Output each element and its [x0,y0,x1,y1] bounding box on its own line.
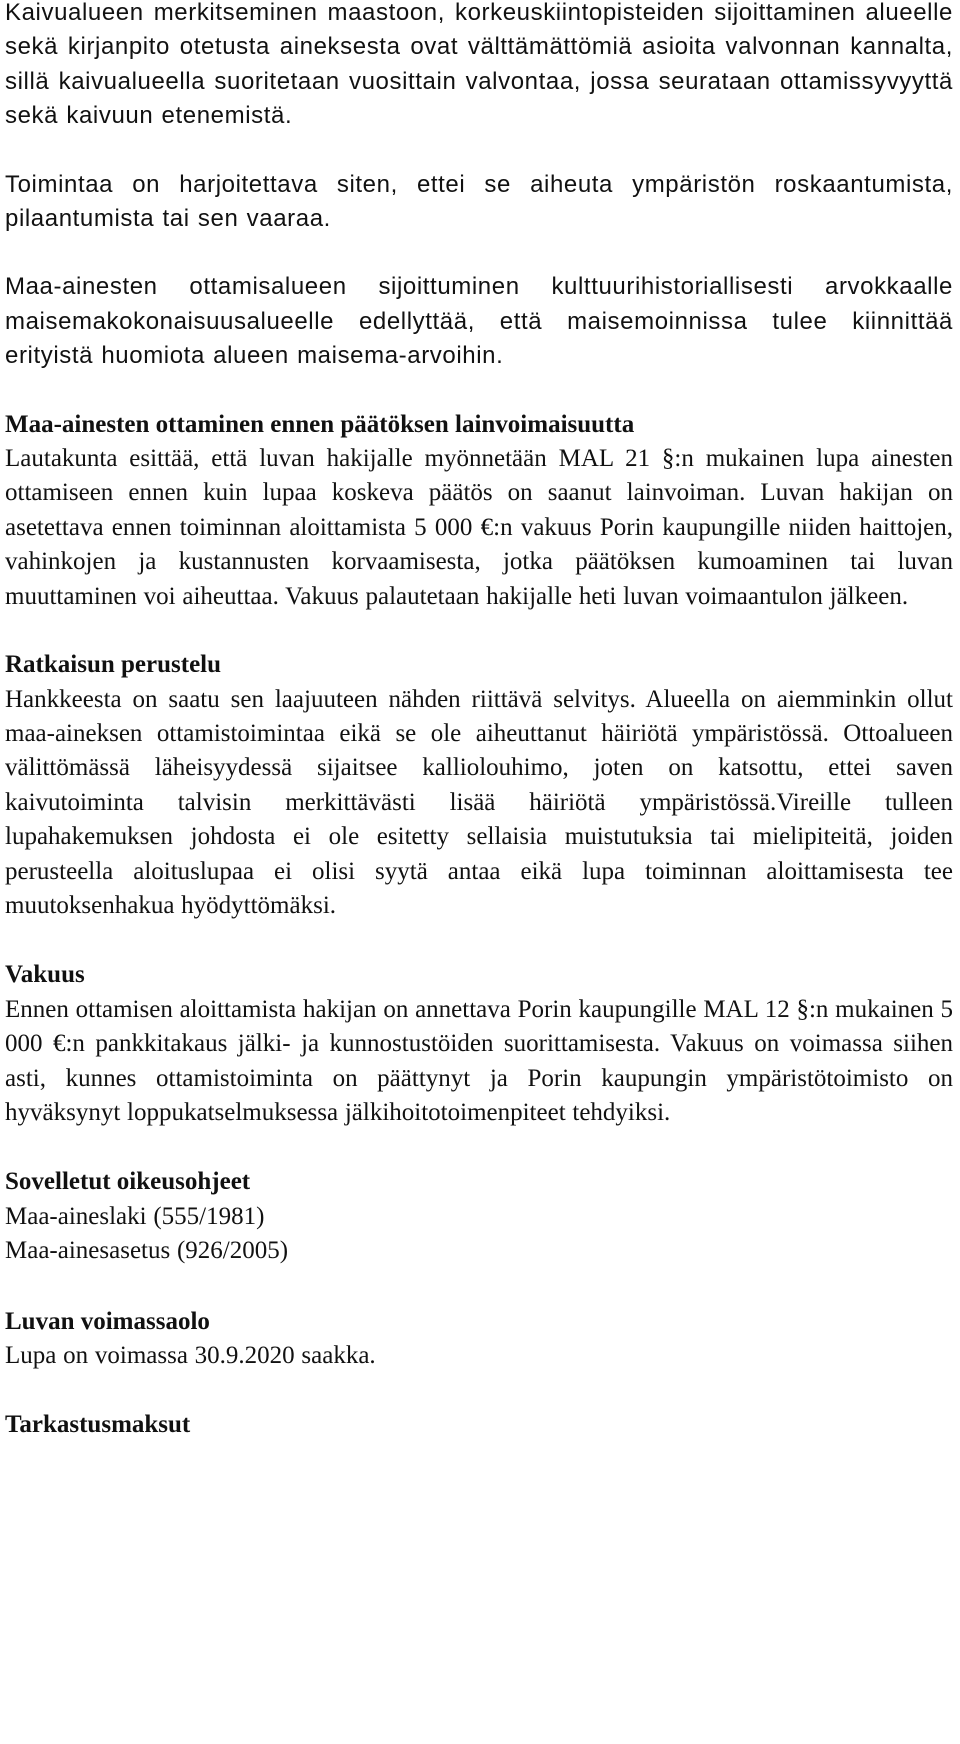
section-heading: Maa-ainesten ottaminen ennen päätöksen lainvoimaisuutta [5,410,635,438]
paragraph-toiminta: Toimintaa on harjoitettava siten, ettei se aiheuta ympäristön roskaantumista, pilaantumista tai sen vaaraa. [5,170,953,233]
law-reference: Maa-ainesasetus (926/2005) [5,1237,289,1265]
law-reference: Maa-aineslaki (555/1981) [5,1202,265,1230]
section-heading: Sovelletut oikeusohjeet [5,1168,251,1196]
section-heading: Luvan voimassaolo [5,1307,210,1335]
paragraph-maisema: Maa-ainesten ottamisalueen sijoittuminen kulttuurihistoriallisesti arvokkaalle maisemakokonaisuusalueelle edellyttää, että maisemoinnissa tulee kiinnittää erityistä huomiota alueen maisema-arvoihin. [5,273,953,370]
section-tarkastusmaksut [5,1408,953,1442]
section-text: Lupa on voimassa 30.9.2020 saakka. [5,1342,376,1369]
section-text: Ennen ottamisen aloittamista hakijan on annettava Porin kaupungille MAL 12 §:n mukainen 5 000 €:n pankkitakaus jälki- ja kunnostustöiden suorittamisesta. Vakuus on voimassa siihen asti, kunnes ottamistoiminta on päättynyt ja Porin kaupungin ympäristötoimisto on hyväksynyt loppukatselmuksessa jälkihoitotoimenpiteet tehdyiksi. [5,995,953,1126]
section-voimassaolo [5,1305,953,1374]
section-oikeusohjeet [5,1165,953,1268]
section-text: Lautakunta esittää, että luvan hakijalle myönnetään MAL 21 §:n mukainen lupa ainesten ottamiseen ennen kuin lupaa koskeva päätös on saanut lainvoiman. Luvan hakijan on asetettava ennen toiminnan aloittamista 5 000 €:n vakuus Porin kaupungille niiden haittojen, vahinkojen ja kustannusten korvaamisesta, jotka päätöksen kumoaminen tai luvan muuttaminen voi aiheuttaa. Vakuus palautetaan hakijalle heti luvan voimaantulon jälkeen. [5,445,953,610]
section-perustelu [5,648,953,923]
section-heading: Ratkaisun perustelu [5,651,222,679]
section-heading: Tarkastusmaksut [5,1411,191,1439]
document-page [5,0,953,1443]
section-ennen-lainvoimaa [5,408,953,614]
section-vakuus [5,958,953,1130]
paragraph-kaivualue: Kaivualueen merkitseminen maastoon, korkeuskiintopisteiden sijoittaminen alueelle sekä kirjanpito otetusta aineksesta ovat välttämättömiä asioita valvonnan kannalta, sillä kaivualueella suoritetaan vuosittain valvontaa, jossa seurataan ottamissyvyyttä sekä kaivuun etenemistä. [5,0,953,130]
section-heading: Vakuus [5,961,85,989]
section-text: Hankkeesta on saatu sen laajuuteen nähden riittävä selvitys. Alueella on aiemminkin ollut maa-aineksen ottamistoimintaa eikä se ole aiheuttanut häiriötä ympäristössä. Ottoalueen välittömässä läheisyydessä sijaitsee kalliolouhimo, joten on katsottu, ettei saven kaivutoiminta talvisin merkittävästi lisää häiriötä ympäristössä.Vireille tulleen lupahakemuksen johdosta ei ole esitetty sellaisia muistutuksia tai mielipiteitä, joiden perusteella aloituslupaa ei olisi syytä antaa eikä lupa toiminnan aloittamisesta tee muutoksenhakua hyödyttömäksi. [5,685,953,919]
